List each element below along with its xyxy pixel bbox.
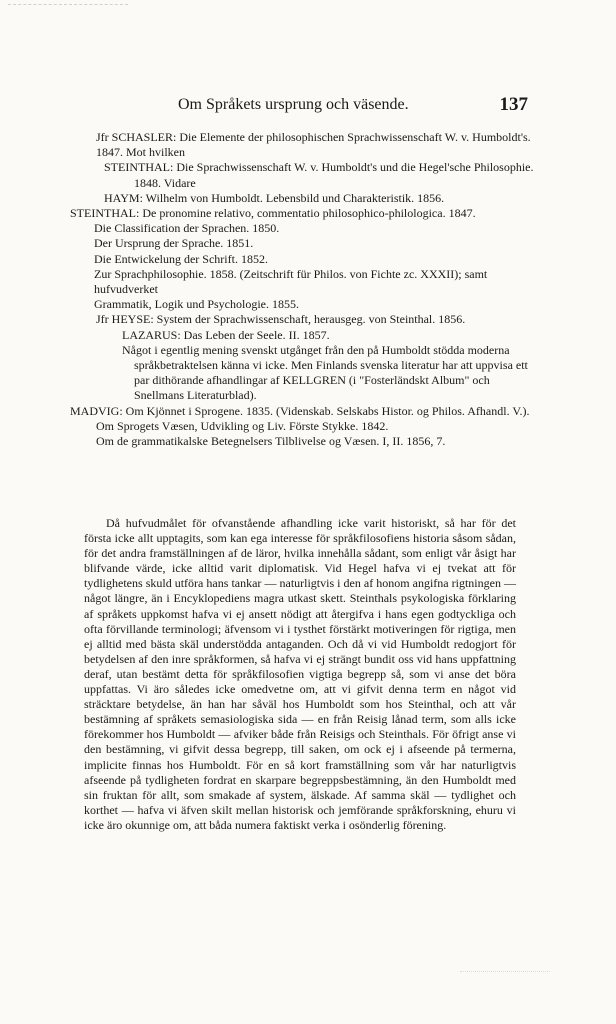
bib-entry: MADVIG: Om Kjönnet i Sprogene. 1835. (Videnskab. Selskabs Histor. og Philos. Afhandl. V.). <box>70 403 530 418</box>
bib-entry: STEINTHAL: Die Sprachwissenschaft W. v. Humboldt's und die Hegel'sche Philosophie. 1848. Vidare <box>104 160 534 190</box>
library-stamp <box>460 955 550 972</box>
bibliography-list <box>70 130 534 449</box>
bib-entry: Die Classification der Sprachen. 1850. <box>94 221 280 236</box>
bib-note: Något i egentlig mening svenskt utgånget från den på Humboldt stödda moderna språkbetraktelsen känna vi icke. Men Finlands svenska literatur har att uppvisa ett par dithörande afhandlingar af KELLGREN (i "Fosterländskt Album" och Snellmans Literaturblad). <box>122 342 528 403</box>
bib-entry: Der Ursprung der Sprache. 1851. <box>94 236 254 251</box>
scan-artifact <box>8 4 128 8</box>
bib-entry: Jfr HEYSE: System der Sprachwissenschaft, herausgeg. von Steinthal. 1856. <box>96 312 466 327</box>
bib-entry: Die Entwickelung der Schrift. 1852. <box>94 251 268 266</box>
bib-entry: Grammatik, Logik und Psychologie. 1855. <box>94 297 299 312</box>
body-text <box>84 516 516 833</box>
page-number: 137 <box>499 94 528 115</box>
bib-entry: HAYM: Wilhelm von Humboldt. Lebensbild und Charakteristik. 1856. <box>104 190 445 205</box>
bib-entry: Jfr SCHASLER: Die Elemente der philosophischen Sprachwissenschaft W. v. Humboldt's. 1847. Mot hvilken <box>96 130 531 160</box>
bib-entry: Om Sprogets Væsen, Udvikling og Liv. Förste Stykke. 1842. <box>96 418 389 433</box>
running-header <box>100 96 528 118</box>
body-paragraph: Då hufvudmålet för ofvanstående afhandling icke varit historiskt, så har för det första icke allt upptagits, som kan ega interesse för språkfilosofiens historia såsom sådan, för det andra framställningen af de läror, hvilka innehålla sådant, som enligt vår åsigt har blifvande värde, icke alltid varit diplomatisk. Vid Hegel hafva vi ej tvekat att för tydlighetens skuld utföra hans tankar — naturligtvis i den af honom angifna rigtningen — något längre, än i Encyklopediens magra utkast skett. Steinthals psykologiska förklaring af språkets uppkomst hafva vi ej ansett nödigt att återgifva i hans egen godtyckliga och ofta förvillande terminologi; äfvensom vi i tysthet förstärkt motiveringen för rigtiga, men ej alltid med bästa skäl understödda antaganden. Och då vi vid Humboldt redogjort för betydelsen af den inre språkformen, så hafva vi ej strängt bundit oss vid hans uppfattning deraf, utan bestämt detta för språkfilosofien vigtiga begrepp så, som vi anse det böra uppfattas. Vi äro således icke omedvetne om, att vi gifvit denna term en något vid sträcktare betydelse, än han har såväl hos Humboldt som hos Steinthal, och att vår bestämning af språkets semasiologiska sida — en från Reisig lånad term, som alls icke förekommer hos Humboldt — afviker både från Reisigs och Steinthals. För öfrigt anse vi den bestämning, vi gifvit dessa begrepp, till saken, om ock ej i afseende på termerna, implicite finnas hos Humboldt. För en så kort framställning som vår har naturligtvis afseende på tydligheten fordrat en skarpare begreppsbestämning, än den Humboldt med sin fruktan för allt, som smakade af system, älskade. Af samma skäl — tydlighet och korthet — hafva vi äfven skilt mellan historisk och jemförande språkforskning, ehuru vi icke äro okunnige om, att båda numera faktiskt verka i osönderlig förening. <box>84 516 516 832</box>
bib-entry: Om de grammatikalske Betegnelsers Tilblivelse og Væsen. I, II. 1856, 7. <box>96 434 446 449</box>
page-title: Om Språkets ursprung och väsende. <box>178 96 409 113</box>
bib-entry: Zur Sprachphilosophie. 1858. (Zeitschrift für Philos. von Fichte zc. XXXII); samt hufvudverket <box>94 266 488 297</box>
bib-entry: LAZARUS: Das Leben der Seele. II. 1857. <box>122 327 330 342</box>
bib-entry: STEINTHAL: De pronomine relativo, commentatio philosophico-philologica. 1847. <box>70 206 476 221</box>
